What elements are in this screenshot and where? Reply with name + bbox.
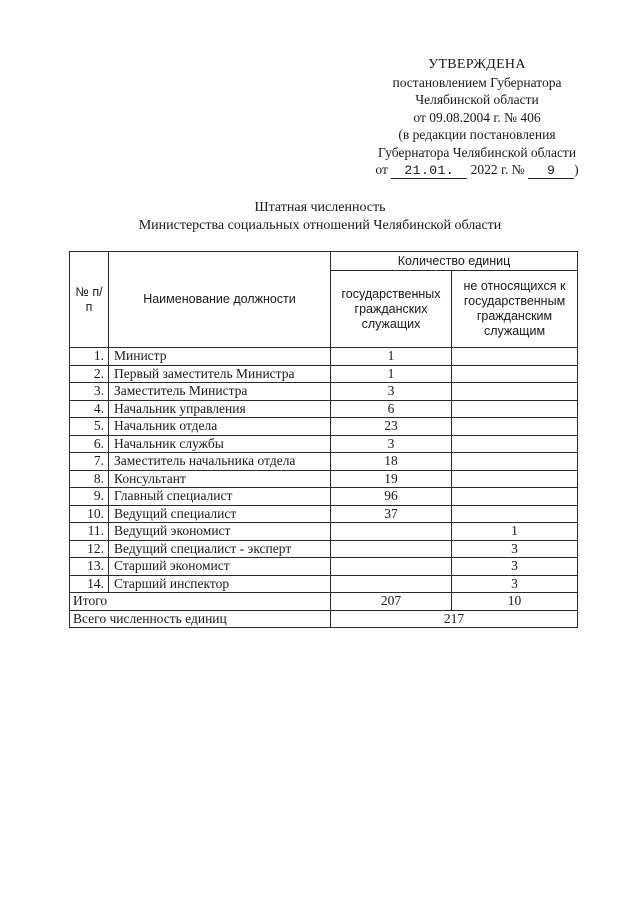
approval-stamp xyxy=(356,56,598,179)
row-non-civil xyxy=(452,488,578,506)
header-position: Наименование должности xyxy=(109,252,331,348)
table-row xyxy=(70,470,578,488)
table-row xyxy=(70,400,578,418)
row-num: 2. xyxy=(70,365,109,383)
row-position: Первый заместитель Министра xyxy=(109,365,331,383)
total-non-civil: 10 xyxy=(452,593,578,611)
row-non-civil: 3 xyxy=(452,540,578,558)
staff-table xyxy=(69,251,578,628)
edit-year: 2022 г. № xyxy=(470,162,525,177)
table-row xyxy=(70,540,578,558)
total-label: Итого xyxy=(70,593,331,611)
row-position: Ведущий специалист xyxy=(109,505,331,523)
approval-edit-line xyxy=(356,161,598,179)
row-num: 11. xyxy=(70,523,109,541)
row-non-civil xyxy=(452,435,578,453)
row-num: 14. xyxy=(70,575,109,593)
grand-total-label: Всего численность единиц xyxy=(70,610,331,628)
row-num: 3. xyxy=(70,383,109,401)
row-num: 12. xyxy=(70,540,109,558)
row-non-civil xyxy=(452,348,578,366)
grand-total-value: 217 xyxy=(331,610,578,628)
row-num: 8. xyxy=(70,470,109,488)
row-civil: 18 xyxy=(331,453,452,471)
grand-total-row xyxy=(70,610,578,628)
table-row xyxy=(70,418,578,436)
row-num: 6. xyxy=(70,435,109,453)
row-position: Старший инспектор xyxy=(109,575,331,593)
row-non-civil xyxy=(452,505,578,523)
row-position: Главный специалист xyxy=(109,488,331,506)
row-civil: 3 xyxy=(331,383,452,401)
row-non-civil xyxy=(452,418,578,436)
table-row xyxy=(70,488,578,506)
row-civil: 1 xyxy=(331,365,452,383)
row-civil xyxy=(331,575,452,593)
table-row xyxy=(70,505,578,523)
total-row xyxy=(70,593,578,611)
row-civil: 3 xyxy=(331,435,452,453)
row-civil: 96 xyxy=(331,488,452,506)
row-position: Ведущий экономист xyxy=(109,523,331,541)
row-civil xyxy=(331,540,452,558)
row-num: 13. xyxy=(70,558,109,576)
staff-table-wrapper xyxy=(69,251,578,628)
approval-line-2: Челябинской области xyxy=(415,92,539,107)
row-non-civil: 1 xyxy=(452,523,578,541)
edit-date: 21.01. xyxy=(391,164,467,179)
header-non-civil: не относящихся к государственным гражданским служащим xyxy=(452,271,578,348)
row-position: Старший экономист xyxy=(109,558,331,576)
row-civil: 19 xyxy=(331,470,452,488)
approval-line-4: (в редакции постановления xyxy=(398,127,556,142)
row-civil xyxy=(331,558,452,576)
table-row xyxy=(70,558,578,576)
row-position: Ведущий специалист - эксперт xyxy=(109,540,331,558)
row-civil xyxy=(331,523,452,541)
approval-line-3: от 09.08.2004 г. № 406 xyxy=(413,109,541,125)
approval-line-5: Губернатора Челябинской области xyxy=(377,144,577,160)
row-civil: 23 xyxy=(331,418,452,436)
row-num: 7. xyxy=(70,453,109,471)
approval-title: УТВЕРЖДЕНА xyxy=(428,57,526,72)
table-body xyxy=(70,348,578,628)
row-num: 9. xyxy=(70,488,109,506)
row-position: Начальник управления xyxy=(109,400,331,418)
table-row xyxy=(70,523,578,541)
table-row xyxy=(70,453,578,471)
row-position: Министр xyxy=(109,348,331,366)
row-civil: 37 xyxy=(331,505,452,523)
edit-prefix: от xyxy=(375,162,388,177)
row-non-civil xyxy=(452,453,578,471)
total-civil: 207 xyxy=(331,593,452,611)
header-civil: государственных гражданских служащих xyxy=(331,271,452,348)
table-row xyxy=(70,575,578,593)
row-num: 1. xyxy=(70,348,109,366)
approval-line-1: постановлением Губернатора xyxy=(392,74,562,90)
table-row xyxy=(70,365,578,383)
row-non-civil xyxy=(452,383,578,401)
document-title xyxy=(0,199,640,235)
row-num: 10. xyxy=(70,505,109,523)
title-line-2: Министерства социальных отношений Челябинской области xyxy=(138,218,502,233)
row-position: Начальник службы xyxy=(109,435,331,453)
header-quantity: Количество единиц xyxy=(331,252,578,271)
row-non-civil xyxy=(452,365,578,383)
row-num: 5. xyxy=(70,418,109,436)
row-non-civil xyxy=(452,400,578,418)
edit-number: 9 xyxy=(528,164,574,179)
row-non-civil xyxy=(452,470,578,488)
row-civil: 1 xyxy=(331,348,452,366)
title-line-1: Штатная численность xyxy=(254,200,386,215)
row-civil: 6 xyxy=(331,400,452,418)
row-num: 4. xyxy=(70,400,109,418)
header-num: № п/п xyxy=(70,252,109,348)
table-row xyxy=(70,348,578,366)
table-row xyxy=(70,383,578,401)
row-position: Заместитель начальника отдела xyxy=(109,453,331,471)
table-row xyxy=(70,435,578,453)
row-position: Заместитель Министра xyxy=(109,383,331,401)
row-non-civil: 3 xyxy=(452,558,578,576)
row-position: Консультант xyxy=(109,470,331,488)
edit-suffix: ) xyxy=(574,162,579,177)
row-position: Начальник отдела xyxy=(109,418,331,436)
row-non-civil: 3 xyxy=(452,575,578,593)
